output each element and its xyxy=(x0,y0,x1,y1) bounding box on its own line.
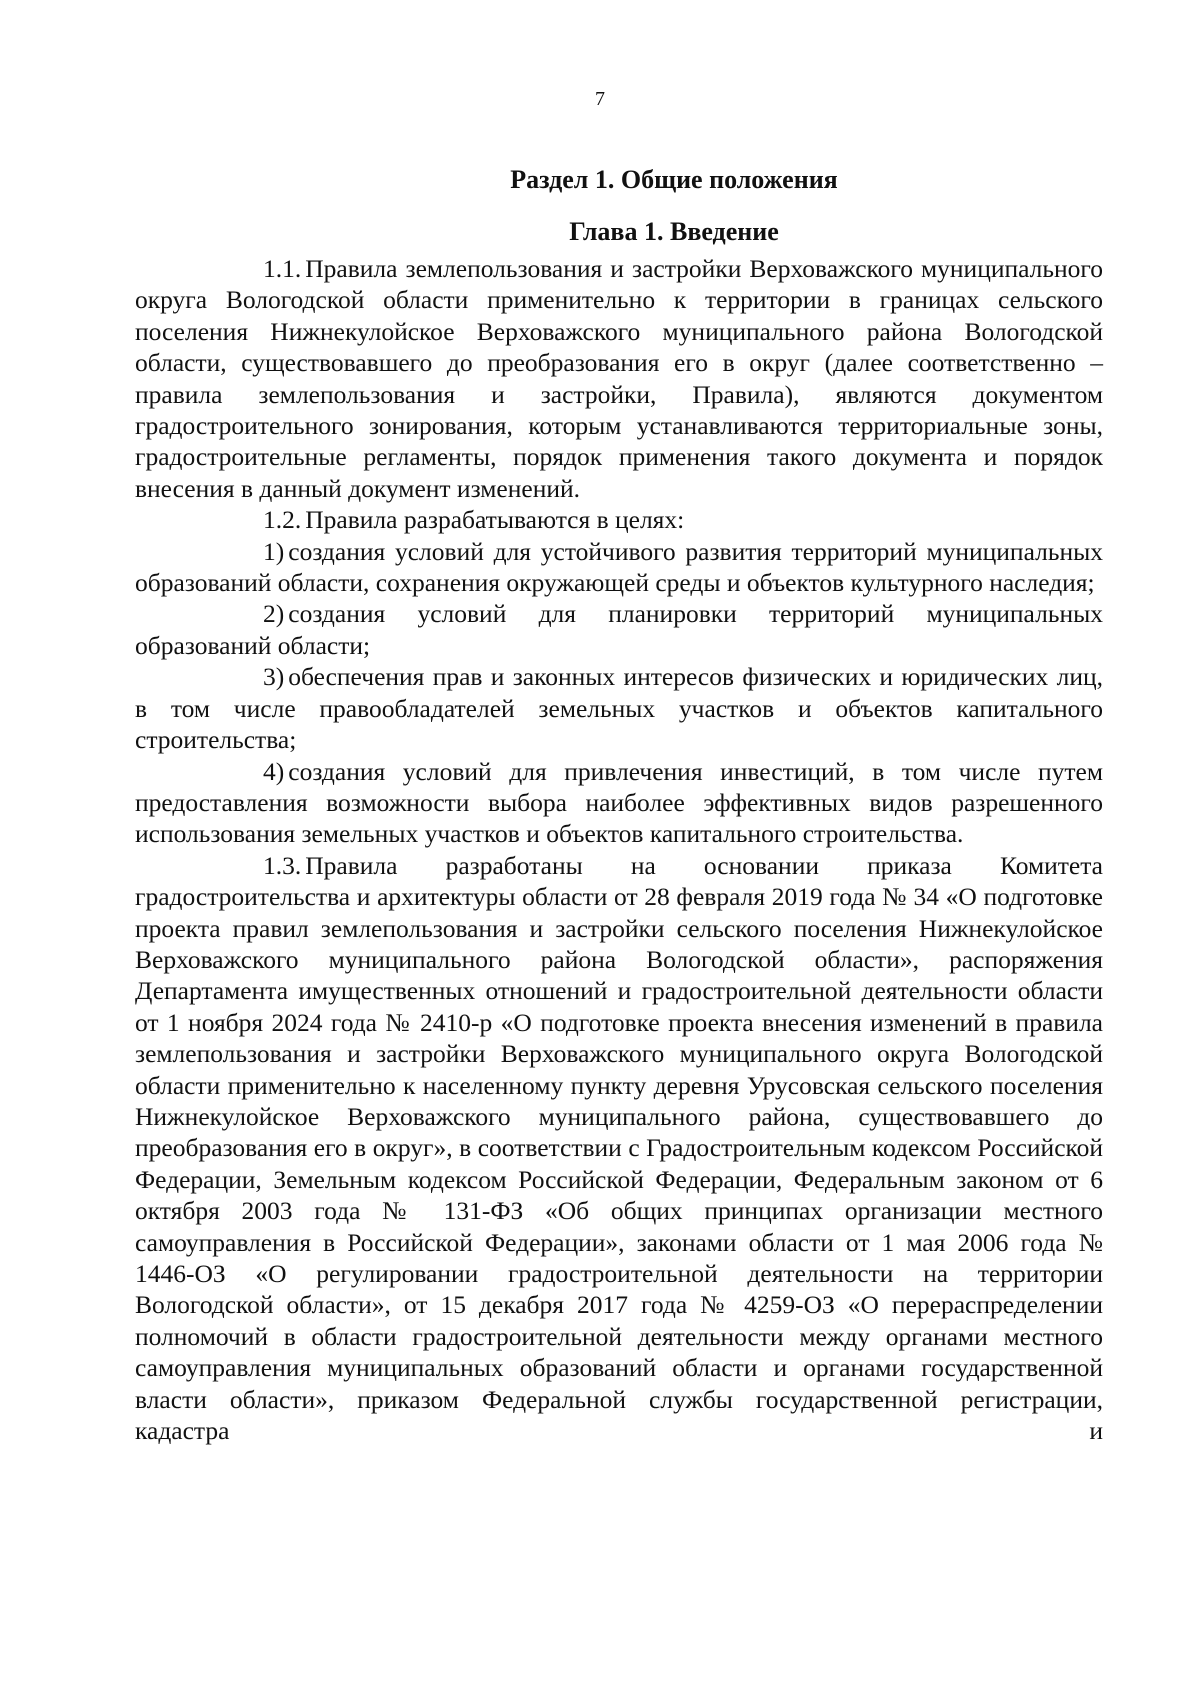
chapter-title: Глава 1. Введение xyxy=(569,217,779,246)
list-item-3 xyxy=(135,661,1103,755)
list-item-number: 4) xyxy=(263,756,285,786)
section-title: Раздел 1. Общие положения xyxy=(510,165,838,194)
list-item-4 xyxy=(135,756,1103,850)
page-number: 7 xyxy=(595,88,605,110)
list-item-number: 2) xyxy=(263,599,285,629)
list-item-text: обеспечения прав и законных интересов физических и юридических лиц, в том числе правообладателей земельных участков и объектов капитального строительства; xyxy=(135,662,1103,755)
paragraph-1-2 xyxy=(135,504,1103,535)
list-item-number: 3) xyxy=(263,662,285,692)
paragraph-text: Правила разрабатываются в целях: xyxy=(305,505,685,535)
paragraph-number: 1.2. xyxy=(263,505,302,535)
paragraph-number: 1.3. xyxy=(263,850,302,880)
list-item-text: создания условий для устойчивого развития территорий муниципальных образований области, сохранения окружающей среды и объектов культурного наследия; xyxy=(135,536,1103,598)
paragraph-number: 1.1. xyxy=(263,254,302,283)
list-item-text: создания условий для планировки территорий муниципальных образований области; xyxy=(135,599,1103,660)
paragraph-text: Правила землепользования и застройки Верховажского муниципального округа Вологодской области применительно к территории в границах сельского поселения Нижнекулойское Верховажского муниципального района Вологодской области, существовавшего до преобразования его в округ (далее соответственно – правила землепользования и застройки, Правила), являются документом градостроительного зонирования, которым устанавливаются территориальные зоны, градостроительные регламенты, порядок применения такого документа и порядок внесения в данный документ изменений. xyxy=(135,254,1103,503)
paragraph-1-1 xyxy=(135,253,1103,504)
document-body xyxy=(135,160,1103,1446)
list-item-number: 1) xyxy=(263,536,285,566)
paragraph-text: Правила разработаны на основании приказа Комитета градостроительства и архитектуры области от 28 февраля 2019 года № 34 «О подготовке проекта правил землепользования и застройки сельского поселения Нижнекулойское Верховажского муниципального района Вологодской области», распоряжения Департамента имущественных отношений и градостроительной деятельности области от 1 ноября 2024 года № 2410-р «О подготовке проекта внесения изменений в правила землепользования и застройки Верховажского муниципального округа Вологодской области применительно к населенному пункту деревня Урусовская сельского поселения Нижнекулойское Верховажского муниципального района, существовавшего до преобразования его в округ», в соответствии с Градостроительным кодексом Российской Федерации, Земельным кодексом Российской Федерации, Федеральным законом от 6 октября 2003 года № 131-ФЗ «Об общих принципах организации местного самоуправления в Российской Федерации», законами области от 1 мая 2006 года № 1446-ОЗ «О регулировании градостроительной деятельности на территории Вологодской области», от 15 декабря 2017 года № 4259-ОЗ «О перераспределении полномочий в области градостроительной деятельности между органами местного самоуправления муниципальных образований области и органами государственной власти области», приказом Федеральной службы государственной регистрации, кадастра и xyxy=(135,850,1103,1446)
list-item-2 xyxy=(135,598,1103,661)
list-item-1 xyxy=(135,536,1103,599)
paragraph-1-3 xyxy=(135,850,1103,1447)
list-item-text: создания условий для привлечения инвестиций, в том числе путем предоставления возможности выбора наиболее эффективных видов разрешенного использования земельных участков и объектов капитального строительства. xyxy=(135,756,1103,849)
